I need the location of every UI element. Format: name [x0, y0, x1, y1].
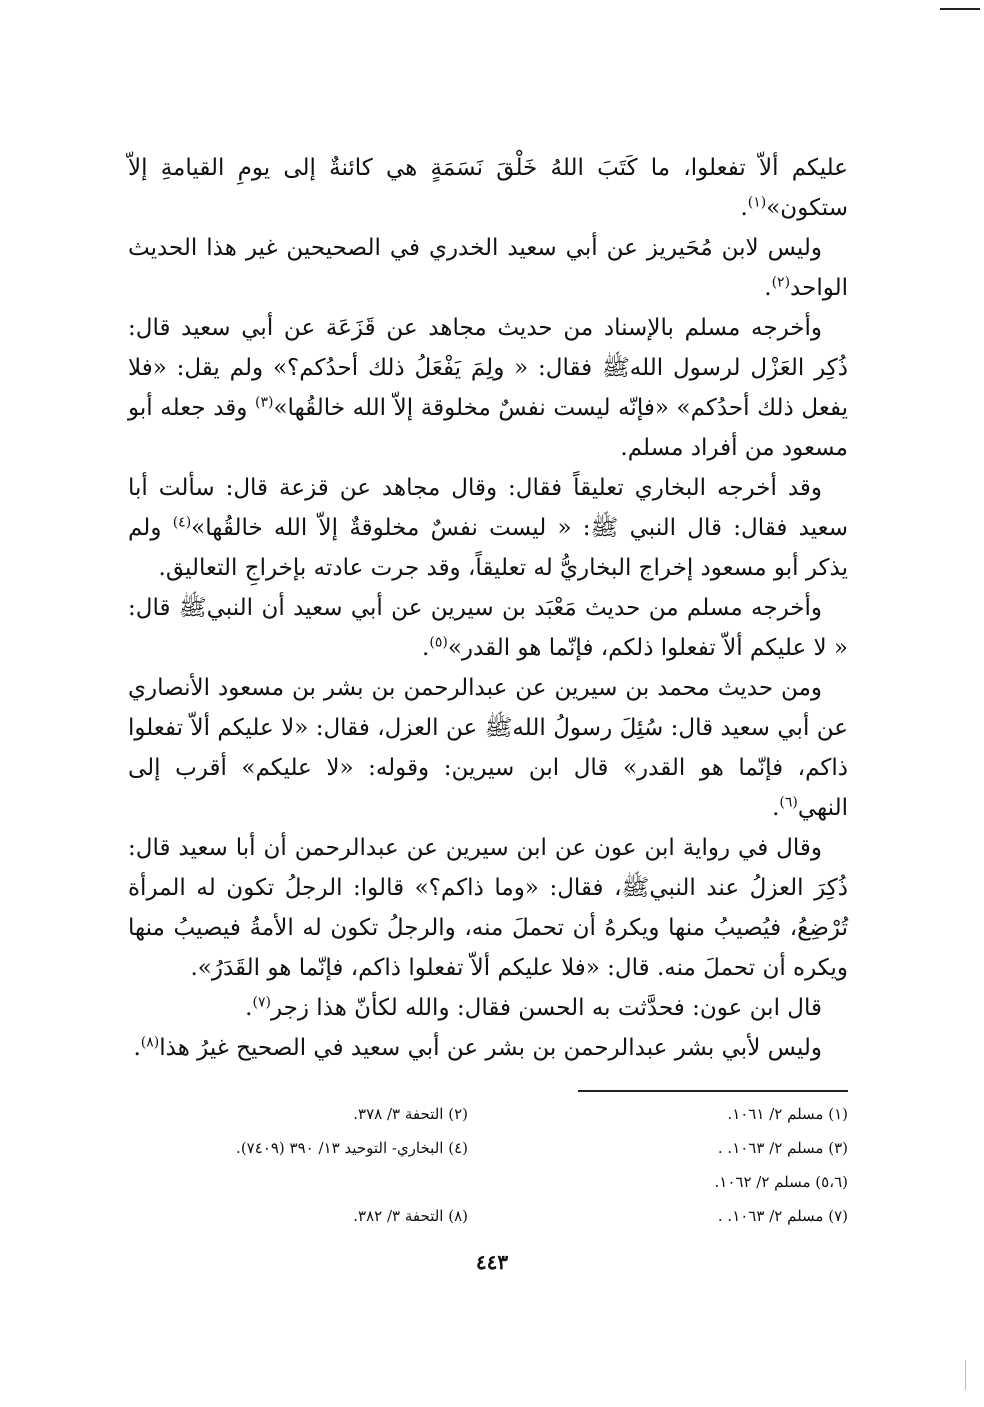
- footnote-divider: [578, 1090, 848, 1092]
- footnote-ref: (١): [747, 194, 767, 211]
- footnote-empty: [128, 1166, 468, 1198]
- footnote-ref: (٥): [429, 634, 448, 651]
- paragraph: [128, 468, 848, 588]
- paragraph-end: .: [422, 635, 430, 661]
- footnote: (٢) التحفة ٣/ ٣٧٨.: [353, 1105, 468, 1123]
- paragraph-text: ومن حديث محمد بن سيرين عن عبدالرحمن بن بشر بن مسعود الأنصاري عن أبي سعيد قال: سُئِلَ رسولُ اللهﷺ عن العزل، فقال: «لا عليكم ألاّ تفعلوا ذاكم، فإنّما هو القدر» قال ابن سيرين: وقوله: «لا عليكم» أقرب إلى النهي: [128, 675, 848, 821]
- page-content: [128, 148, 848, 1232]
- paragraph: [128, 988, 848, 1028]
- paragraph-text: وقال في رواية ابن عون عن ابن سيرين عن عبدالرحمن أن أبا سعيد قال: ذُكِرَ العزلُ عند النبيﷺ، فقال: «وما ذاكم؟» قالوا: الرجلُ تكون له المرأة تُرْضِعُ، فيُصيبُ منها ويكرهُ أن تحملَ منه، والرجلُ تكون له الأمةُ فيصيبُ منها ويكره أن تحملَ منه. قال: «فلا عليكم ألاّ تفعلوا ذاكم، فإنّما هو القَدَرُ».: [128, 835, 848, 981]
- footnote-ref: (٢): [771, 274, 791, 291]
- paragraph-text: قال ابن عون: فحدَّثت به الحسن فقال: والله لكأنّ هذا زجر: [270, 995, 822, 1021]
- paragraph-end: ولم يذكر أبو مسعود إخراج البخاريُّ له تعليقاً، وقد جرت عادته بإخراجِ التعاليق.: [128, 515, 848, 581]
- paragraph: [128, 228, 848, 308]
- body-text: [128, 148, 848, 1068]
- footnote: (٨) التحفة ٣/ ٣٨٢.: [353, 1207, 468, 1225]
- paragraph: [128, 148, 848, 228]
- paragraph-end: وقد جعله أبو مسعود من أفراد مسلم.: [128, 395, 848, 461]
- paragraph-text: وأخرجه مسلم من حديث مَعْبَد بن سيرين عن أبي سعيد أن النبيﷺ قال: « لا عليكم ألاّ تفعلوا ذلكم، فإنّما هو القدر»: [128, 595, 848, 661]
- paragraph-end: .: [133, 1035, 141, 1061]
- footnote-ref: (٧): [252, 994, 271, 1011]
- paragraph-end: .: [740, 195, 748, 221]
- footnote-ref: (٤): [172, 514, 192, 531]
- paragraph-end: .: [245, 995, 253, 1021]
- paragraph-text: وأخرجه مسلم بالإسناد من حديث مجاهد عن قَزَعَة عن أبي سعيد قال: ذُكِر العَزْل لرسول اللهﷺ فقال: « ولِمَ يَفْعَلُ ذلك أحدُكم؟» ولم يقل: «فلا يفعل ذلك أحدُكم» «فإنّه ليست نفسٌ مخلوقة إلاّ الله خالقُها»: [128, 315, 848, 421]
- footnotes: [128, 1098, 848, 1232]
- paragraph-end: .: [772, 795, 780, 821]
- paragraph: [128, 828, 848, 988]
- footnote: (٥،٦) مسلم ٢/ ١٠٦٢.: [714, 1173, 848, 1191]
- paragraph: [128, 308, 848, 468]
- footnote-ref: (٦): [779, 794, 798, 811]
- footnote-ref: (٣): [255, 394, 274, 411]
- page-number: ٤٤٣: [475, 1250, 509, 1274]
- paragraph-text: وليس لأبي بشر عبدالرحمن بن بشر عن أبي سعيد في الصحيح غيرُ هذا: [159, 1035, 822, 1061]
- footnote: (٧) مسلم ٢/ ١٠٦٣. .: [717, 1207, 848, 1225]
- paragraph-text: وليس لابن مُحَيريز عن أبي سعيد الخدري في الصحيحين غير هذا الحديث الواحد: [128, 235, 848, 301]
- paragraph-text: عليكم ألاّ تفعلوا، ما كَتَبَ اللهُ خَلْقَ نَسَمَةٍ هي كائنةٌ إلى يومِ القيامةِ إلاّ ستكون»: [128, 155, 848, 221]
- scan-corner-mark: [940, 8, 980, 10]
- paragraph: [128, 588, 848, 668]
- paragraph-end: .: [764, 275, 772, 301]
- footnote: (١) مسلم ٢/ ١٠٦١.: [727, 1105, 848, 1123]
- paragraph: [128, 1028, 848, 1068]
- scan-edge-mark: [965, 1360, 966, 1390]
- footnote: (٤) البخاري- التوحيد ١٣/ ٣٩٠ (٧٤٠٩).: [236, 1139, 468, 1157]
- footnote: (٣) مسلم ٢/ ١٠٦٣. .: [717, 1139, 848, 1157]
- paragraph-text: وقد أخرجه البخاري تعليقاً فقال: وقال مجاهد عن قزعة قال: سألت أبا سعيد فقال: قال النبي ﷺ: « ليست نفسٌ مخلوقةٌ إلاّ الله خالقُها»: [128, 475, 849, 541]
- footnote-ref: (٨): [140, 1034, 160, 1051]
- paragraph: [128, 668, 848, 828]
